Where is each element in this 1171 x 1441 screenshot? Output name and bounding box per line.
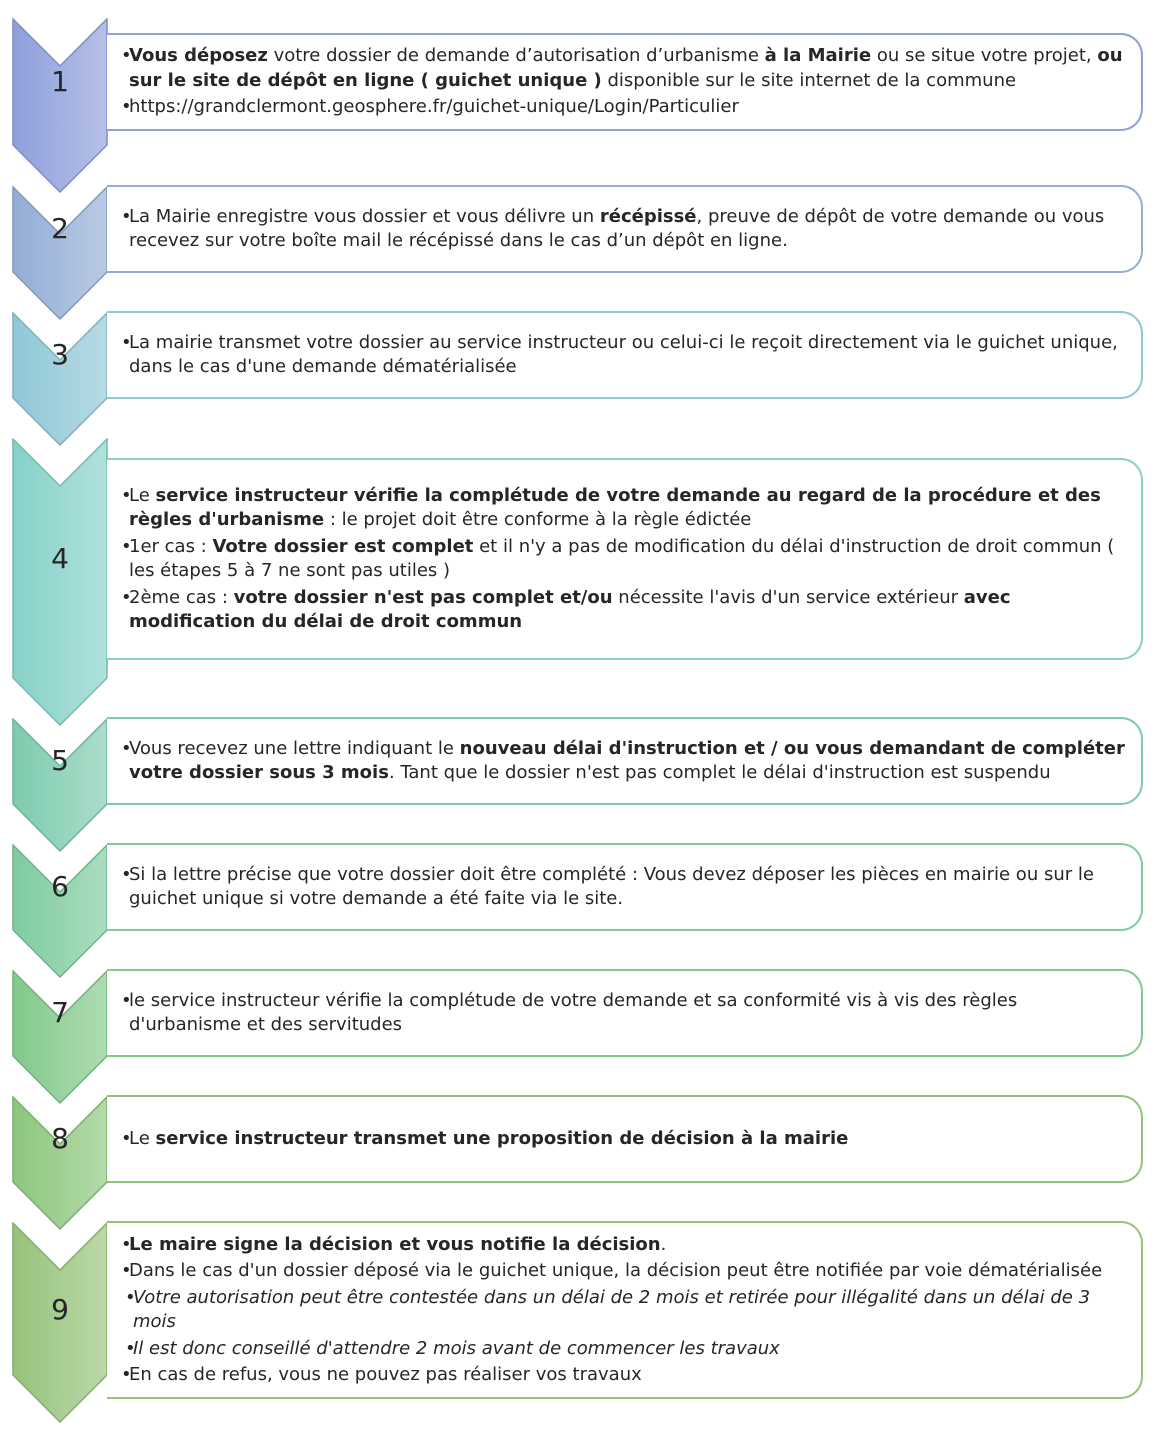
step-4-bullet-1 bbox=[121, 484, 1131, 533]
step-8-chevron bbox=[12, 1096, 108, 1230]
text-segment: Vous déposez bbox=[129, 45, 268, 67]
step-1-bullet-1 bbox=[121, 44, 1131, 93]
text-segment: https://grandclermont.geosphere.fr/guichet-unique/Login/Particulier bbox=[129, 96, 739, 118]
step-6-bullet-1 bbox=[121, 863, 1131, 912]
text-segment: nouveau délai d'instruction et / ou vous demandant de compléter votre dossier sous 3 mois bbox=[129, 737, 1125, 783]
step-8-chevron-fill bbox=[13, 1097, 107, 1229]
text-segment: récépissé bbox=[599, 205, 697, 227]
text-segment: avec modification du délai de droit commun bbox=[129, 586, 1011, 632]
text-segment: En cas de refus, vous ne pouvez pas réaliser vos travaux bbox=[129, 1364, 642, 1385]
text-segment: ou se situe votre projet, bbox=[871, 45, 1098, 67]
text-segment: Votre autorisation peut être contestée dans un délai de 2 mois et retirée pour illégalité dans un délai de 3 mois bbox=[133, 1286, 1091, 1332]
step-7-chevron-fill bbox=[13, 971, 107, 1103]
text-segment: : le projet doit être conforme à la règle édictée bbox=[324, 509, 752, 530]
step-9-box bbox=[107, 1221, 1143, 1399]
text-segment: La Mairie enregistre vous dossier et vous délivre un bbox=[129, 205, 600, 227]
step-8-chevron-shape bbox=[12, 1096, 108, 1230]
text-segment: La mairie transmet votre dossier au service instructeur ou celui-ci le reçoit directement via le guichet unique, dans le cas d'une demande dématérialisée bbox=[129, 331, 1118, 377]
step-6-box bbox=[107, 843, 1143, 931]
step-7-number: 7 bbox=[51, 996, 69, 1029]
step-5-chevron-shape bbox=[12, 718, 108, 852]
step-1-box bbox=[107, 33, 1143, 131]
step-9-chevron bbox=[12, 1222, 108, 1423]
step-1-chevron-fill bbox=[13, 19, 107, 192]
step-2-number: 2 bbox=[51, 212, 69, 245]
step-1-chevron-shape bbox=[12, 18, 108, 193]
step-4-chevron bbox=[12, 438, 108, 726]
step-3-chevron-fill bbox=[13, 313, 107, 445]
text-segment: Dans le cas d'un dossier déposé via le guichet unique, la décision peut être notifiée par voie dématérialisée bbox=[129, 1260, 1103, 1281]
step-4-bullet-3 bbox=[121, 586, 1131, 635]
step-9-bullet-4 bbox=[125, 1337, 1131, 1362]
step-3-number: 3 bbox=[51, 338, 69, 371]
text-segment: service instructeur vérifie la complétude de votre demande au regard de la procédure et des règles d'urbanisme bbox=[129, 484, 1101, 530]
text-segment: service instructeur transmet une proposition de décision à la mairie bbox=[155, 1127, 849, 1149]
step-8-box bbox=[107, 1095, 1143, 1183]
step-4-bullet-2 bbox=[121, 535, 1131, 584]
text-segment: ou sur le site de dépôt en ligne ( guichet unique ) bbox=[129, 45, 1123, 91]
step-8-number: 8 bbox=[51, 1122, 69, 1155]
text-segment: votre dossier de demande d’autorisation d’urbanisme bbox=[267, 45, 765, 67]
step-1-number: 1 bbox=[51, 65, 69, 98]
step-2-bullet-1 bbox=[121, 205, 1131, 254]
step-9-bullet-1 bbox=[121, 1233, 1131, 1258]
step-5-bullet-1 bbox=[121, 737, 1131, 786]
step-6-chevron-fill bbox=[13, 845, 107, 977]
step-3-chevron-shape bbox=[12, 312, 108, 446]
step-9-number: 9 bbox=[51, 1293, 69, 1326]
text-segment: 2ème cas : bbox=[129, 586, 234, 608]
step-2-chevron-fill bbox=[13, 187, 107, 319]
step-4-box bbox=[107, 458, 1143, 660]
text-segment: . Tant que le dossier n'est pas complet le délai d'instruction est suspendu bbox=[388, 762, 1051, 783]
step-9-bullet-5 bbox=[121, 1363, 1131, 1388]
step-2-chevron-shape bbox=[12, 186, 108, 320]
step-1-bullet-2 bbox=[121, 95, 1131, 120]
text-segment: votre dossier n'est pas complet et/ou bbox=[233, 586, 613, 608]
step-4-number: 4 bbox=[51, 542, 69, 575]
step-6-chevron bbox=[12, 844, 108, 978]
text-segment: à la Mairie bbox=[764, 45, 872, 67]
step-3-chevron bbox=[12, 312, 108, 446]
step-2-box bbox=[107, 185, 1143, 273]
step-6-number: 6 bbox=[51, 870, 69, 903]
text-segment: , preuve de dépôt de votre demande ou vous recevez sur votre boîte mail le récépissé dans le cas d’un dépôt en ligne. bbox=[129, 205, 1105, 251]
text-segment: Le maire signe la décision et vous notifie la décision bbox=[129, 1233, 661, 1255]
text-segment: et il n'y a pas de modification du délai d'instruction de droit commun ( les étapes 5 à 7 ne sont pas utiles ) bbox=[129, 535, 1115, 581]
step-6-chevron-shape bbox=[12, 844, 108, 978]
step-8-bullet-1 bbox=[121, 1127, 1131, 1152]
text-segment: Si la lettre précise que votre dossier doit être complété : Vous devez déposer les pièces en mairie ou sur le guichet unique si votre demande a été faite via le site. bbox=[129, 863, 1094, 909]
step-7-box bbox=[107, 969, 1143, 1057]
text-segment: . bbox=[660, 1233, 667, 1255]
text-segment: Votre dossier est complet bbox=[212, 535, 474, 557]
text-segment: disponible sur le site internet de la commune bbox=[601, 69, 1017, 91]
text-segment: Le bbox=[129, 1127, 156, 1149]
step-7-chevron bbox=[12, 970, 108, 1104]
step-4-chevron-shape bbox=[12, 438, 108, 726]
step-5-number: 5 bbox=[51, 744, 69, 777]
text-segment: nécessite l'avis d'un service extérieur bbox=[612, 586, 964, 608]
step-1-chevron bbox=[12, 18, 108, 193]
step-7-chevron-shape bbox=[12, 970, 108, 1104]
step-9-bullet-3 bbox=[125, 1286, 1131, 1335]
step-3-bullet-1 bbox=[121, 331, 1131, 380]
step-9-bullet-2 bbox=[121, 1259, 1131, 1284]
step-3-box bbox=[107, 311, 1143, 399]
step-2-chevron bbox=[12, 186, 108, 320]
text-segment: 1er cas : bbox=[129, 535, 213, 557]
text-segment: le service instructeur vérifie la complétude de votre demande et sa conformité vis à vis des règles d'urbanisme et des servitudes bbox=[129, 989, 1018, 1035]
text-segment: Le bbox=[129, 484, 156, 506]
step-5-box bbox=[107, 717, 1143, 805]
step-5-chevron-fill bbox=[13, 719, 107, 851]
text-segment: Vous recevez une lettre indiquant le bbox=[129, 737, 460, 759]
step-5-chevron bbox=[12, 718, 108, 852]
step-7-bullet-1 bbox=[121, 989, 1131, 1038]
step-4-chevron-fill bbox=[13, 439, 107, 725]
text-segment: Il est donc conseillé d'attendre 2 mois avant de commencer les travaux bbox=[133, 1337, 780, 1359]
